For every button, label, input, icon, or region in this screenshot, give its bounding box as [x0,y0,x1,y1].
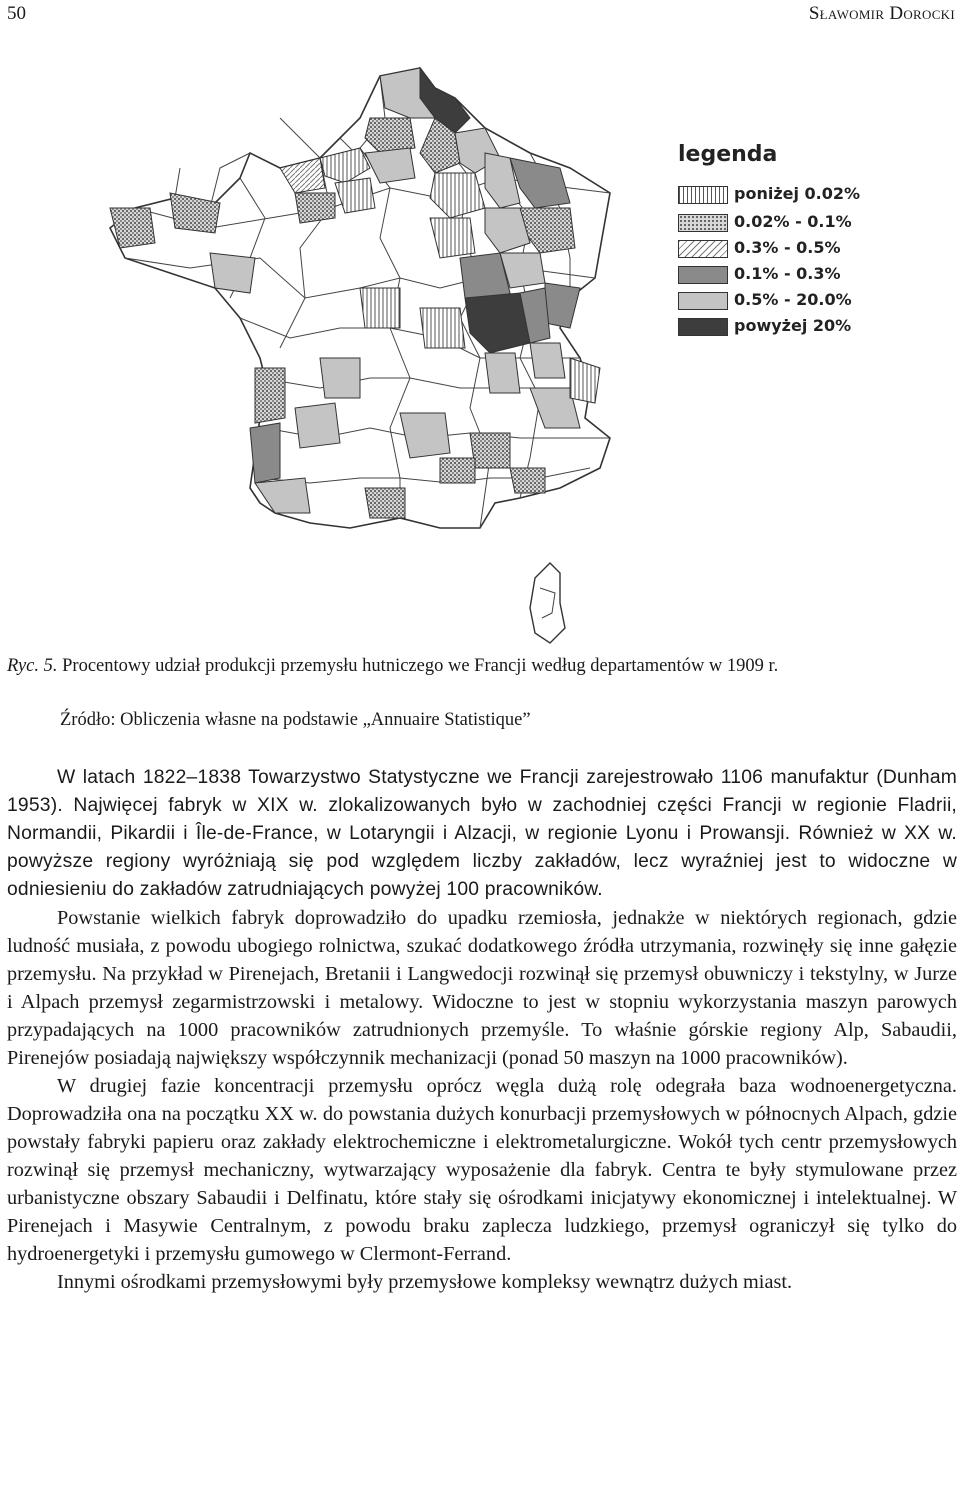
dept-orne [295,193,335,223]
dept-herault [440,458,475,483]
legend-swatch-solid-light-gray [678,292,728,310]
legend-item [676,184,926,206]
dept-landes [250,423,280,483]
dept-doubs [545,283,580,328]
dept-gard [470,433,510,468]
dept-allier [420,308,465,348]
legend-item [676,212,926,234]
figure-source: Źródło: Obliczenia własne na podstawie „Annuaire Statistique” [60,710,531,730]
legend-label: 0.02% - 0.1% [734,212,852,231]
figure-map-of-france [90,58,890,650]
dept-loire-inf [210,253,255,293]
legend-swatch-vertical-lines [678,186,728,204]
legend-item [676,316,926,338]
paragraph: Powstanie wielkich fabryk doprowadziło do upadku rzemiosła, jednakże w niektórych regionach, gdzie ludność musiała, z powodu ubogiego rolnictwa, szukać dodatkowego źródła utrzymania, rozwinęły się inne gałęzie przemysłu. Na przykład w Pirenejach, Bretanii i Langwedocji rozwinął się przemysł obuwniczy i tekstylny, w Jurze i Alpach przemysł zegarmistrzowski i metalowy. Widoczne to jest w stopniu wykorzystania maszyn parowych przypadających na 1000 pracowników zatrudnionych przemyśle. To właśnie górskie regiony Alp, Sabaudii, Pirenejów posiadają największy współczynnik mechanizacji (ponad 50 maszyn na 1000 pracowników). [7,907,957,1069]
figure-number: Ryc. 5. [7,656,58,676]
page-header [0,0,960,40]
dept-basses-pyrenees [255,478,310,513]
legend-item [676,238,926,260]
dept-cher [360,288,400,328]
dept-gironde [255,368,285,423]
dept-ain [530,343,565,378]
caption-text: Procentowy udział produkcji przemysłu hutniczego we Francji według departamentów w 1909 r. [57,656,779,676]
corsica-outline [530,563,565,643]
map-legend [676,142,936,352]
dept-savoie [570,358,600,403]
legend-swatch-dense-dots [678,214,728,232]
paragraph: W latach 1822–1838 Towarzystwo Statystyczne we Francji zarejestrowało 1106 manufaktur (Dunham 1953). Najwięcej fabryk w XIX w. zlokalizowanych było w zachodniej części Francji w regionie Fladrii, Normandii, Pikardii i Île-de-France, w Lotaryngii i Alzacji, w regionie Lyonu i Prowansji. Również w XX w. powyższe regiony wyróżniają się pod względem liczby zakładów, lecz wyraźniej jest to widoczne w odniesieniu do zakładów zatrudniających powyżej 100 pracowników. [7,767,957,900]
paragraph: W drugiej fazie koncentracji przemysłu oprócz węgla dużą rolę odegrała baza wodnoenergetyczna. Doprowadziła ona na początku XX w. do powstania dużych konurbacji przemysłowych w północnych Alpach, gdzie powstały fabryki papieru oraz zakłady elektrochemiczne i elektrometalurgiczne. Wokół tych centr przemysłowych rozwinął się przemysł mechaniczny, wytwarzający wyposażenie dla fabryk. Centra te były stymulowane przez urbanistyczne obszary Sabaudii i Delfinatu, które stały się ośrodkami inicjatywy ekonomicznej i intelektualnej. W Pirenejach i Masywie Centralnym, z powodu braku zaplecza ludzkiego, przemysł ograniczył się tylko do hydroenergetyki i przemysłu gumowego w Clermont-Ferrand. [7,1075,957,1265]
legend-label: 0.1% - 0.3% [734,264,841,283]
dept-dordogne [295,403,340,448]
dept-haute-vienne [320,358,360,398]
legend-label: powyżej 20% [734,316,852,335]
running-head-author: Sławomir Dorocki [808,3,955,24]
dept-bouches-du-rhone [510,468,545,493]
legend-label: 0.5% - 20.0% [734,290,852,309]
legend-label: poniżej 0.02% [734,184,861,203]
legend-item [676,290,926,312]
legend-swatch-solid-dark [678,318,728,336]
dept-loire [485,353,520,393]
figure-caption [7,656,957,677]
dept-ariege [365,488,405,518]
legend-swatch-solid-mid-gray [678,266,728,284]
legend-label: 0.3% - 0.5% [734,238,841,257]
paragraph: Innymi ośrodkami przemysłowymi były przemysłowe kompleksy wewnątrz dużych miast. [57,1271,793,1293]
legend-title: legenda [678,142,778,167]
legend-swatch-diagonal-lines [678,240,728,258]
page-number: 50 [7,3,26,24]
legend-item [676,264,926,286]
body-text [7,764,957,1296]
